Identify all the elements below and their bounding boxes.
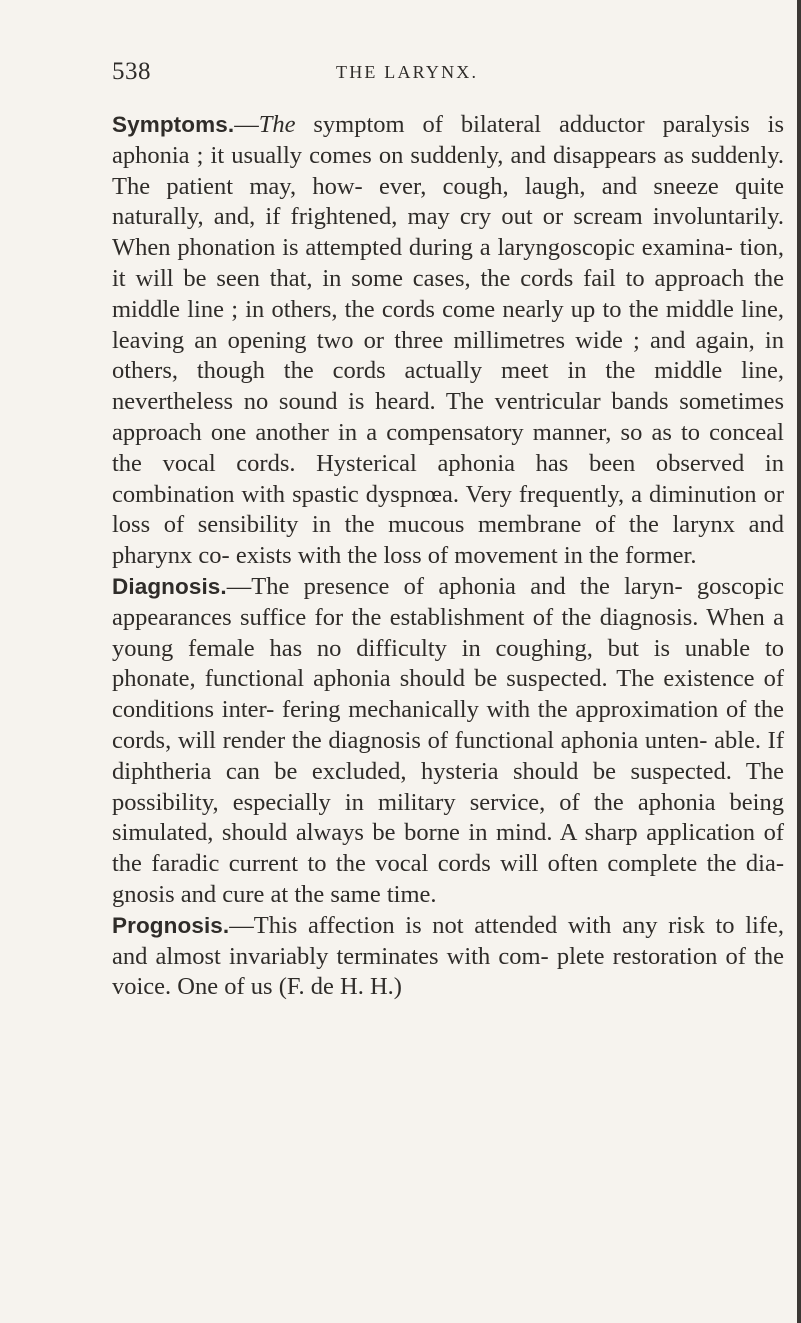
diagnosis-body: The presence of aphonia and the laryn- goscopic appearances suffice for the establishment of the diagnosis. When a young female has no difficulty in coughing, but is unable to phonate, functional aphonia should be suspected. The existence of conditions inter- fering mechanically with the approximation of the cords, will render the diagnosis of functional aphonia unten- able. If diphtheria can be excluded, hysteria should be suspected. The possibility, especially in military service, of the aphonia being simulated, should always be borne in mind. A sharp application of the faradic current to the vocal cords will often complete the dia- gnosis and cure at the same time.: [112, 572, 784, 908]
prognosis-body: This affection is not attended with any risk to life, and almost invariably terminates with com- plete restoration of the voice. One of us (F. de H. H.): [112, 911, 784, 1001]
diagnosis-dash: —: [226, 572, 252, 600]
prognosis-paragraph: [112, 911, 784, 1003]
running-title: THE LARYNX.: [336, 62, 479, 82]
symptoms-heading: Symptoms.: [112, 112, 235, 137]
diagnosis-paragraph: [112, 572, 784, 911]
prognosis-dash: —: [229, 911, 254, 939]
body-text: [112, 110, 784, 1003]
page-number: 538: [112, 58, 151, 85]
symptoms-dash: —: [234, 111, 259, 138]
diagnosis-heading: Diagnosis.: [112, 573, 227, 599]
prognosis-heading: Prognosis.: [112, 912, 230, 938]
symptoms-lead-word: The: [258, 111, 296, 138]
page-header: [112, 56, 782, 90]
symptoms-body: symptom of bilateral adductor paralysis is aphonia ; it usually comes on suddenly, and disappears as suddenly. The patient may, how- ever, cough, laugh, and sneeze quite naturally, and, if frightened, may cry out or scream involuntarily. When phonation is attempted during a laryngoscopic examina- tion, it will be seen that, in some cases, the cords fail to approach the middle line ; in others, the cords come nearly up to the middle line, leaving an opening two or three millimetres wide ; and again, in others, though the cords actually meet in the middle line, nevertheless no sound is heard. The ventricular bands sometimes approach one another in a compensatory manner, so as to conceal the vocal cords. Hysterical aphonia has been observed in combination with spastic dyspnœa. Very frequently, a diminution or loss of sensibility in the mucous membrane of the larynx and pharynx co- exists with the loss of movement in the former.: [112, 111, 784, 570]
symptoms-paragraph: [112, 110, 784, 572]
page-edge-shadow: [797, 0, 801, 1323]
